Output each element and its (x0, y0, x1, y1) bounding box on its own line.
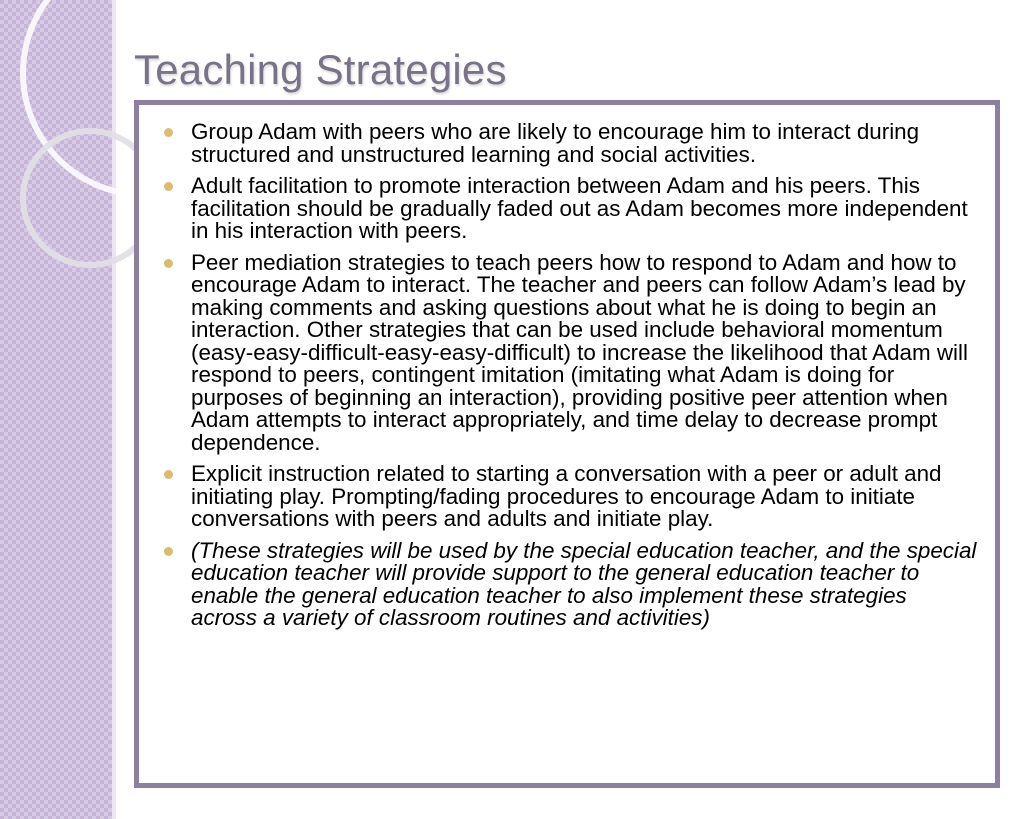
bullet-text: Explicit instruction related to starting a conversation with a peer or adult and initiating play. Prompting/fading procedures to encourage Adam to initiate conversations with peers and adults and initiate play. (191, 461, 942, 531)
bullet-text: Group Adam with peers who are likely to encourage him to interact during structured and unstructured learning and social activities. (191, 119, 920, 167)
bullet-item-note (191, 537, 977, 630)
content-box (134, 100, 1000, 788)
bullet-dot-icon (164, 259, 173, 268)
bullet-dot-icon (164, 470, 173, 479)
bullet-item (191, 249, 977, 455)
bullet-dot-icon (164, 128, 173, 137)
bullet-item (191, 121, 977, 166)
bullet-text: Peer mediation strategies to teach peers how to respond to Adam and how to encourage Adam to interact. The teacher and peers can follow Adam’s lead by making comments and asking questions about what he is doing to begin an interaction. Other strategies that can be used include behavioral momentum (easy-easy-difficult-easy-easy-difficult) to increase the likelihood that Adam will respond to peers, contingent imitation (imitating what Adam is doing for purposes of beginning an interaction), providing positive peer attention when Adam attempts to interact appropriately, and time delay to decrease prompt dependence. (191, 249, 968, 455)
bullet-dot-icon (164, 547, 173, 556)
bullet-dot-icon (164, 182, 173, 191)
bullet-text: (These strategies will be used by the special education teacher, and the special education teacher will provide support to the general education teacher to enable the general education teacher to also implement these strategies across a variety of classroom routines and activities) (191, 537, 977, 630)
bullet-item (191, 175, 977, 243)
slide-title: Teaching Strategies (134, 46, 507, 93)
bullet-text: Adult facilitation to promote interaction between Adam and his peers. This facilitation should be gradually faded out as Adam becomes more independent in his interaction with peers. (191, 173, 968, 243)
bullet-item (191, 463, 977, 531)
bullet-list (139, 105, 995, 630)
